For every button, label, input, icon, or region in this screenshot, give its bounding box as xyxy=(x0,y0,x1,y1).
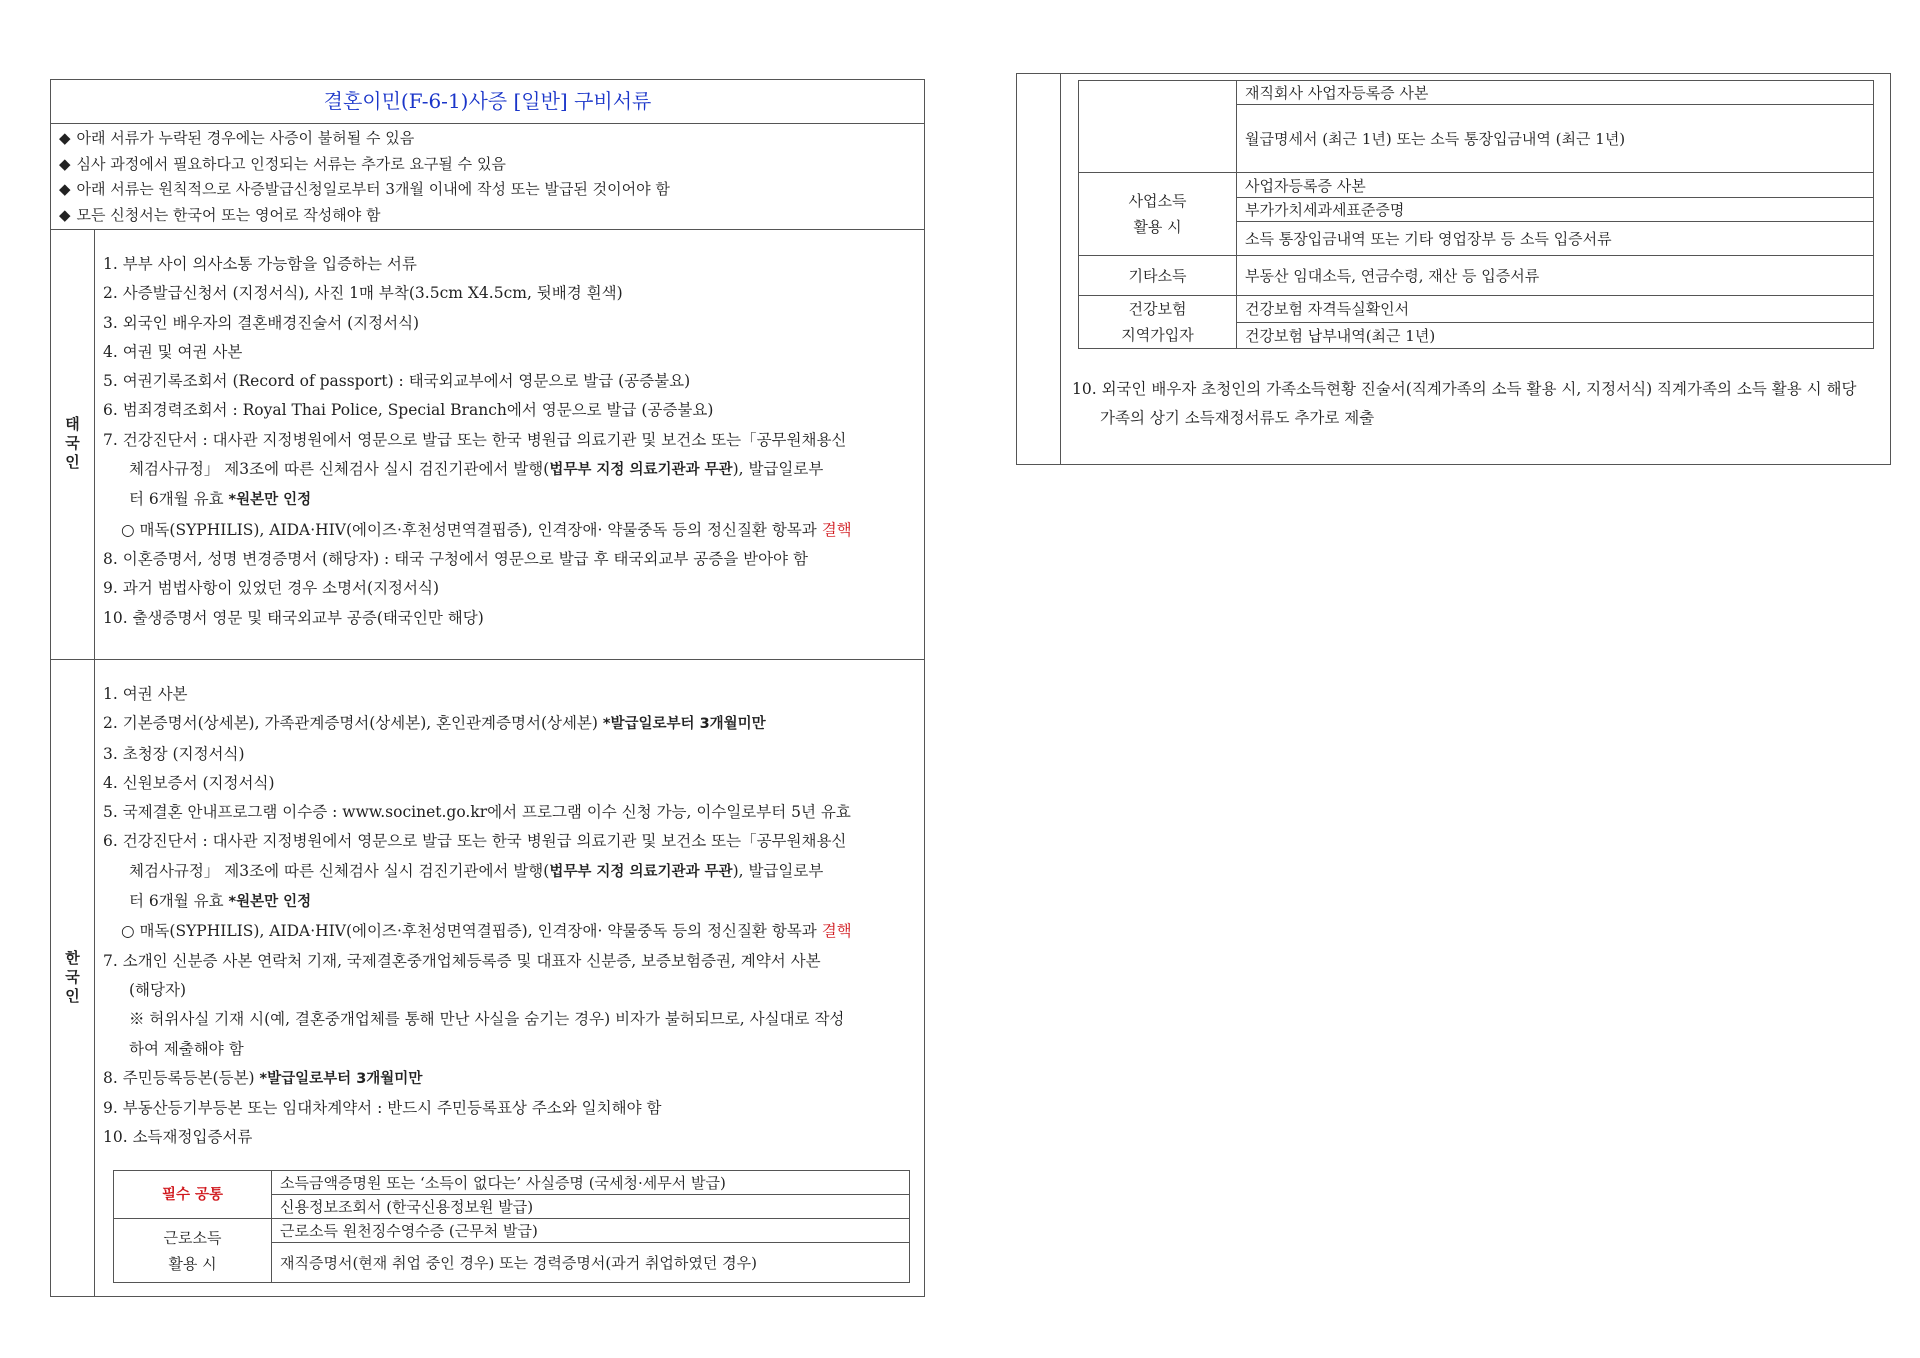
korean-section-label: 한국인 xyxy=(51,660,95,1296)
list-item: 1. 부부 사이 의사소통 가능함을 입증하는 서류 xyxy=(103,255,417,273)
list-subitem-health: ○ 매독(SYPHILIS), AIDA·HIV(에이즈·후천성면역결핍증), 인격장애· 약물중독 등의 정신질환 항목과 결핵 xyxy=(121,922,852,941)
table-cell: 부동산 임대소득, 연금수령, 재산 등 입증서류 xyxy=(1237,256,1874,296)
labor-income-label: 근로소득 활용 시 xyxy=(114,1219,272,1283)
other-income-label: 기타소득 xyxy=(1079,256,1237,296)
diamond-bullet-icon: ◆ xyxy=(59,129,71,147)
warning-note: ※ 허위사실 기재 시(예, 결혼중개업체를 통해 만난 사실을 숨기는 경우) 비자가 불허되므로, 사실대로 작성 xyxy=(129,1010,845,1029)
list-item: 9. 부동산등기부등본 또는 임대차계약서 : 반드시 주민등록표상 주소와 일치해야 함 xyxy=(103,1099,662,1118)
left-document-panel xyxy=(50,79,925,1297)
income-documents-table xyxy=(113,1170,910,1283)
list-item: 8. 주민등록등본(등본) *발급일로부터 3개월미만 xyxy=(103,1068,423,1087)
table-cell: 재직회사 사업자등록증 사본 xyxy=(1237,81,1874,105)
right-document-panel xyxy=(1016,73,1891,465)
list-item: 5. 국제결혼 안내프로그램 이수증 : www.socinet.go.kr에서 프로그램 이수 신청 가능, 이수일로부터 5년 유효 xyxy=(103,803,851,822)
list-item-health-line1: 7. 건강진단서 : 대사관 지정병원에서 영문으로 발급 또는 한국 병원급 의료기관 및 보건소 또는「공무원채용신 xyxy=(103,430,847,449)
list-item: 4. 여권 및 여권 사본 xyxy=(103,342,243,361)
list-item: 4. 신원보증서 (지정서식) xyxy=(103,773,275,792)
income-documents-table-continued xyxy=(1078,80,1874,349)
list-item: 3. 외국인 배우자의 결혼배경진술서 (지정서식) xyxy=(103,313,420,332)
list-item-health-line2: 체검사규정」 제3조에 따른 신체검사 실시 검진기관에서 발행(법무부 지정 의료기관과 무관), 발급일로부 xyxy=(129,861,824,880)
document-title: 결혼이민(F-6-1)사증 [일반] 구비서류 xyxy=(51,80,924,124)
list-item-family-income: 10. 외국인 배우자 초청인의 가족소득현황 진술서(직계가족의 소득 활용 시, 지정서식) 직계가족의 소득 활용 시 해당 가족의 상기 소득재정서류도 추가로 제출 xyxy=(1072,380,1857,427)
list-item: 2. 기본증명서(상세본), 가족관계증명서(상세본), 혼인관계증명서(상세본) *발급일로부터 3개월미만 xyxy=(103,714,766,733)
table-cell: 신용정보조회서 (한국신용정보원 발급) xyxy=(272,1195,910,1219)
list-item-health-line1: 6. 건강진단서 : 대사관 지정병원에서 영문으로 발급 또는 한국 병원급 의료기관 및 보건소 또는「공무원채용신 xyxy=(103,832,847,851)
thai-section xyxy=(51,230,924,660)
list-item-health-line3: 터 6개월 유효 *원본만 인정 xyxy=(129,490,312,509)
list-item-health-line3: 터 6개월 유효 *원본만 인정 xyxy=(129,892,312,911)
business-income-label: 사업소득 활용 시 xyxy=(1079,173,1237,256)
common-required-label: 필수 공통 xyxy=(114,1171,272,1219)
thai-section-body xyxy=(95,230,924,633)
list-item-health-line2: 체검사규정」 제3조에 따른 신체검사 실시 검진기관에서 발행(법무부 지정 의료기관과 무관), 발급일로부 xyxy=(129,460,824,479)
note-item: ◆ 아래 서류가 누락된 경우에는 사증이 불허될 수 있음 xyxy=(59,129,415,147)
list-item-cont: (해당자) xyxy=(129,980,187,999)
table-cell: 재직증명서(현재 취업 중인 경우) 또는 경력증명서(과거 취업하였던 경우) xyxy=(272,1243,910,1283)
table-cell: 건강보험 납부내역(최근 1년) xyxy=(1237,322,1874,349)
table-cell: 근로소득 원천징수영수증 (근무처 발급) xyxy=(272,1219,910,1243)
right-panel-body xyxy=(1061,74,1890,433)
list-item: 9. 과거 범법사항이 있었던 경우 소명서(지정서식) xyxy=(103,579,440,598)
note-item: ◆ 심사 과정에서 필요하다고 인정되는 서류는 추가로 요구될 수 있음 xyxy=(59,154,506,173)
notes-list xyxy=(51,124,924,230)
list-subitem-health: ○ 매독(SYPHILIS), AIDA·HIV(에이즈·후천성면역결핍증), 인격장애· 약물중독 등의 정신질환 항목과 결핵 xyxy=(121,520,852,539)
korean-section xyxy=(51,660,924,1296)
list-item: 10. 출생증명서 영문 및 태국외교부 공증(태국인만 해당) xyxy=(103,608,484,627)
list-item: 8. 이혼증명서, 성명 변경증명서 (해당자) : 태국 구청에서 영문으로 발급 후 태국외교부 공증을 받아야 함 xyxy=(103,549,808,568)
diamond-bullet-icon: ◆ xyxy=(59,180,71,198)
table-cell: 사업자등록증 사본 xyxy=(1237,173,1874,198)
diamond-bullet-icon: ◆ xyxy=(59,154,71,173)
list-item: 5. 여권기록조회서 (Record of passport) : 태국외교부에서 영문으로 발급 (공증불요) xyxy=(103,372,691,391)
diamond-bullet-icon: ◆ xyxy=(59,205,71,224)
list-item: 7. 소개인 신분증 사본 연락처 기재, 국제결혼중개업체등록증 및 대표자 신분증, 보증보험증권, 계약서 사본 xyxy=(103,951,821,970)
korean-section-body xyxy=(95,660,924,1153)
list-item: 6. 범죄경력조회서 : Royal Thai Police, Special Branch에서 영문으로 발급 (공증불요) xyxy=(103,401,714,420)
table-cell: 부가가치세과세표준증명 xyxy=(1237,198,1874,222)
note-item: ◆ 모든 신청서는 한국어 또는 영어로 작성해야 함 xyxy=(59,205,381,224)
list-item: 2. 사증발급신청서 (지정서식), 사진 1매 부착(3.5cm X4.5cm, 뒷배경 흰색) xyxy=(103,284,623,303)
list-item: 1. 여권 사본 xyxy=(103,685,188,703)
list-item: 3. 초청장 (지정서식) xyxy=(103,744,245,763)
table-cell: 소득 통장입금내역 또는 기타 영업장부 등 소득 입증서류 xyxy=(1237,222,1874,256)
health-insurance-label: 건강보험 지역가입자 xyxy=(1079,296,1237,349)
list-item: 10. 소득재정입증서류 xyxy=(103,1128,253,1147)
table-cell: 소득금액증명원 또는 ‘소득이 없다는’ 사실증명 (국세청·세무서 발급) xyxy=(272,1171,910,1195)
table-cell-empty xyxy=(1079,81,1237,173)
note-item: ◆ 아래 서류는 원칙적으로 사증발급신청일로부터 3개월 이내에 작성 또는 발급된 것이어야 함 xyxy=(59,180,670,198)
warning-note-cont: 하여 제출해야 함 xyxy=(129,1039,244,1058)
right-panel-label-column xyxy=(1017,74,1061,464)
table-cell: 월급명세서 (최근 1년) 또는 소득 통장입금내역 (최근 1년) xyxy=(1237,105,1874,173)
thai-section-label: 태국인 xyxy=(51,230,95,659)
table-cell: 건강보험 자격득실확인서 xyxy=(1237,296,1874,323)
